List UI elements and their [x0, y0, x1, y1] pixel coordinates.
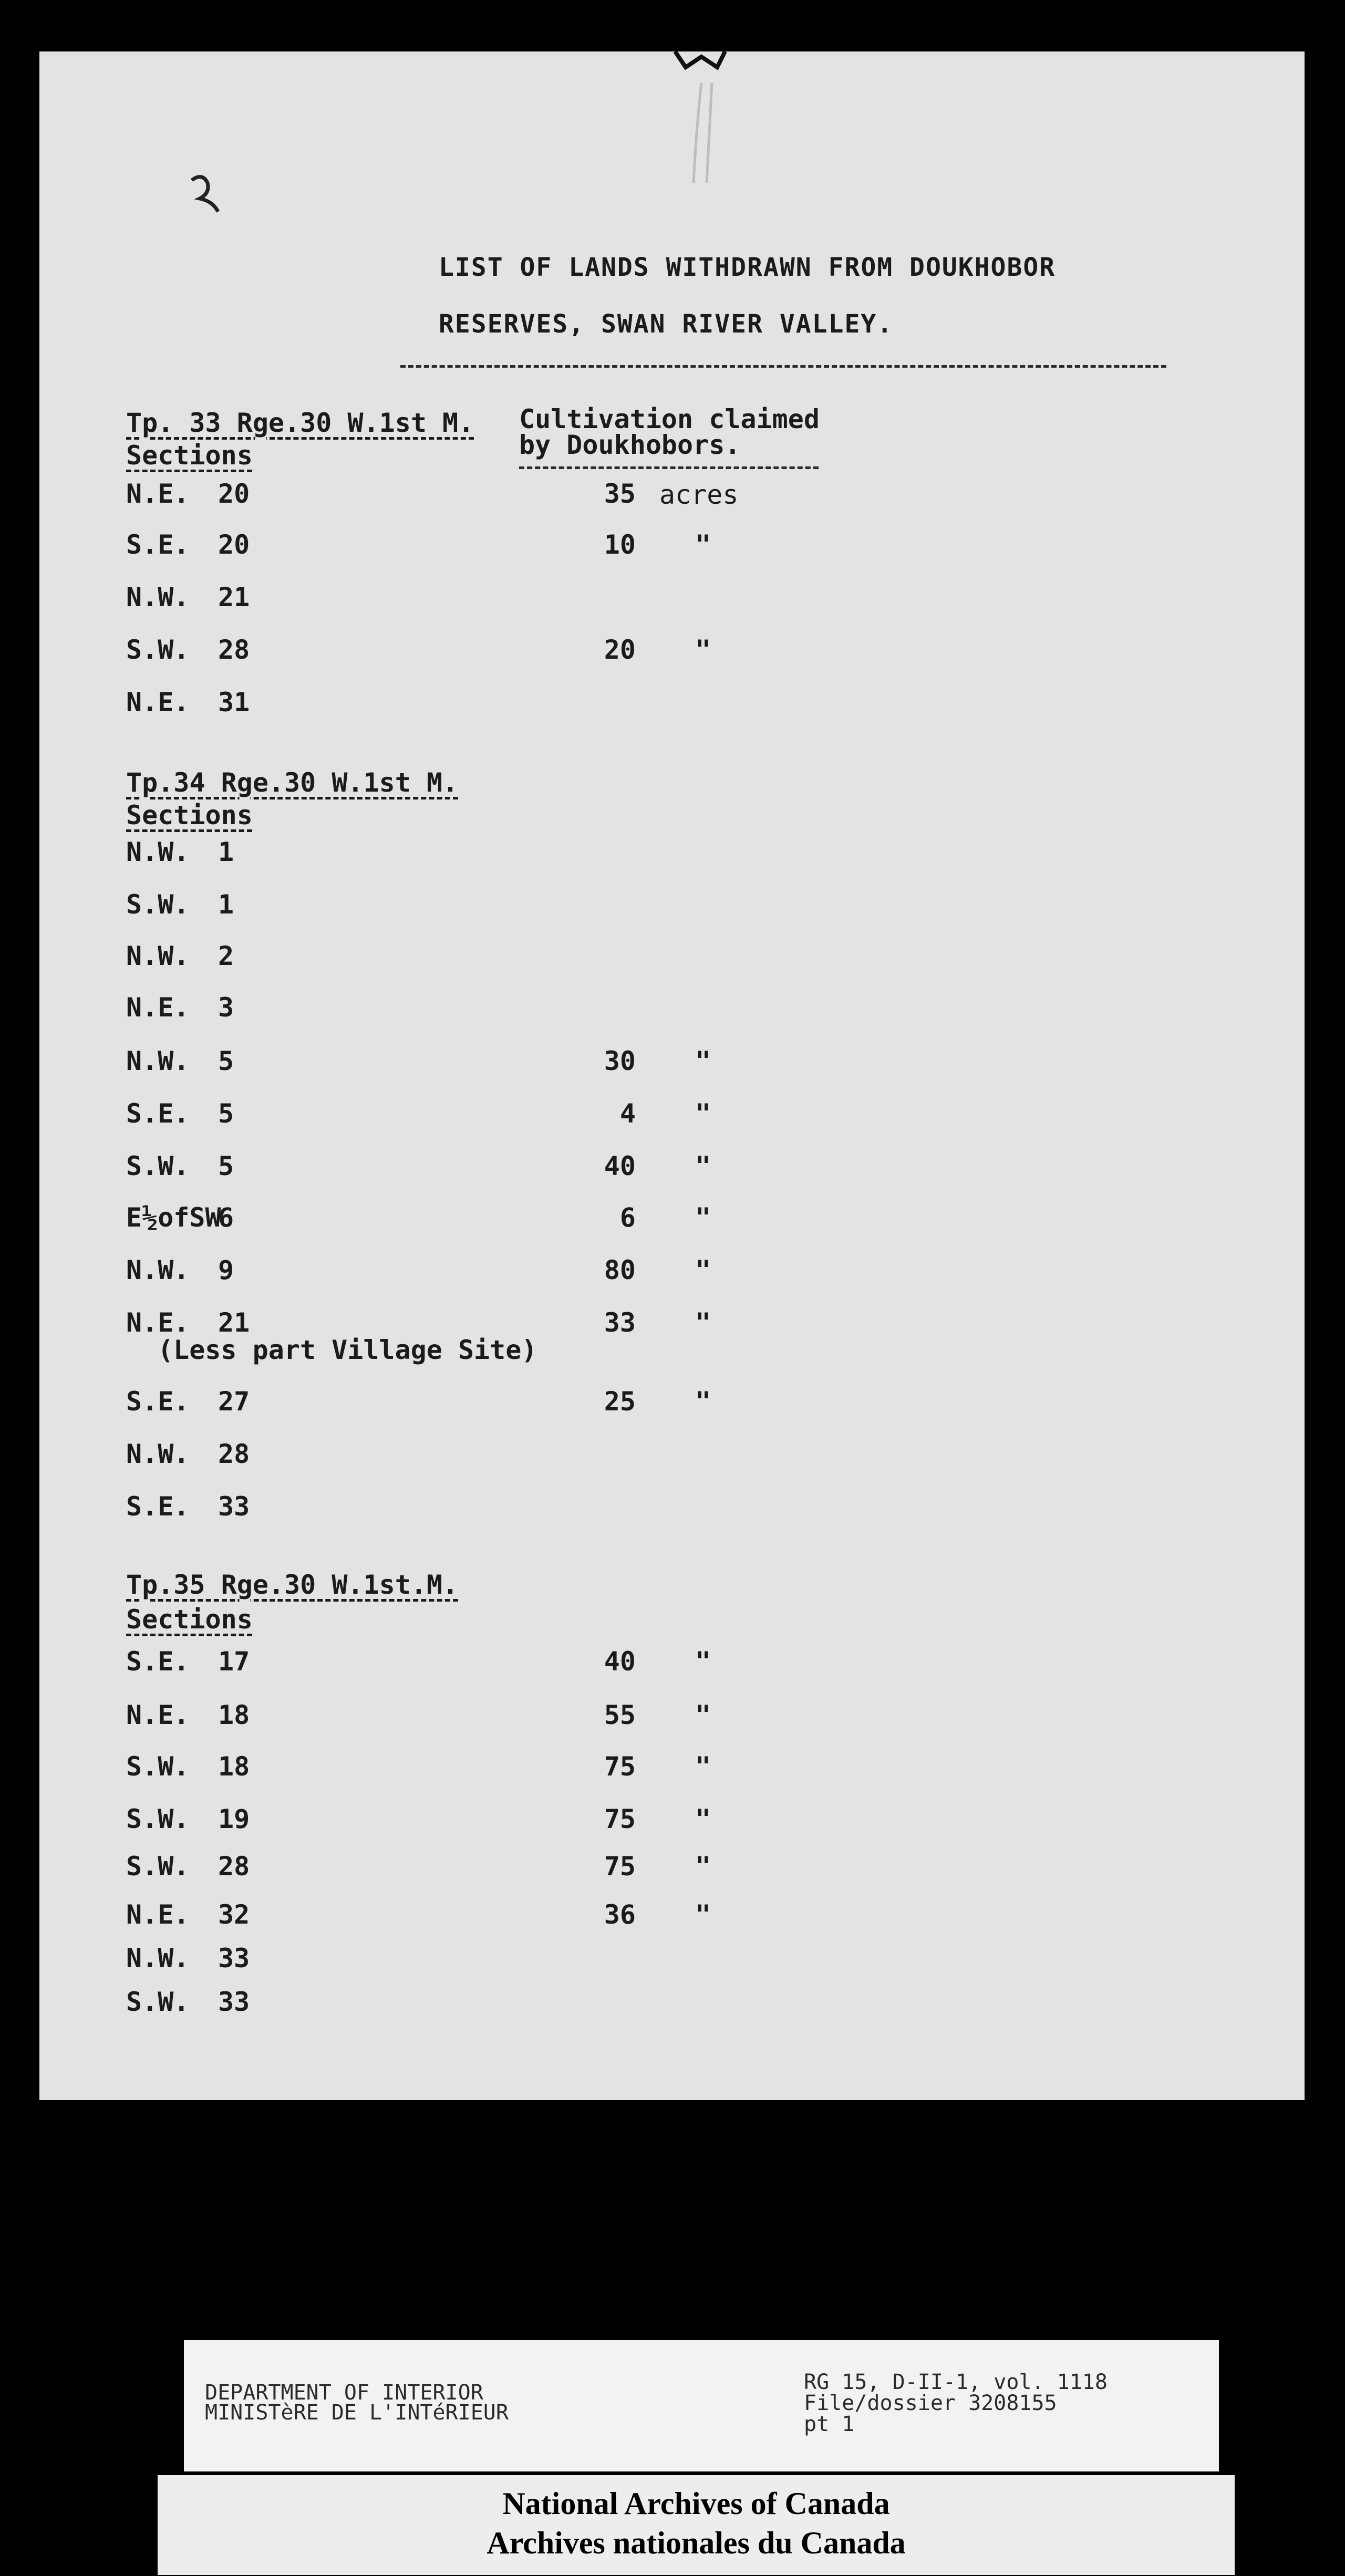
township-heading: Tp.35 Rge.30 W.1st.M.	[126, 1570, 459, 1600]
quarter-label: N.E.	[126, 1899, 190, 1930]
section-number: 5	[218, 1046, 234, 1076]
section-number: 21	[218, 582, 250, 612]
section-number: 1	[218, 889, 234, 920]
quarter-label: N.W.	[126, 1439, 190, 1469]
acres-value: 25	[604, 1386, 636, 1417]
section-number: 33	[218, 1491, 250, 1522]
quarter-label: N.W.	[126, 1255, 190, 1285]
section-number: 3	[218, 992, 234, 1023]
quarter-label: N.W.	[126, 582, 190, 612]
ditto-mark: "	[695, 1098, 711, 1129]
acres-value: 35	[604, 479, 636, 509]
section-number: 2	[218, 941, 234, 971]
section-number: 5	[218, 1098, 234, 1129]
acres-value: 20	[604, 635, 636, 665]
department-english: DEPARTMENT OF INTERIOR	[205, 2381, 483, 2405]
quarter-label: N.E.	[126, 1700, 190, 1730]
sections-label: Sections	[126, 800, 253, 830]
acres-value: 40	[604, 1151, 636, 1181]
ditto-mark: "	[695, 1700, 711, 1730]
department-french: MINISTèRE DE L'INTéRIEUR	[205, 2401, 509, 2425]
section-number: 21	[218, 1307, 250, 1338]
acres-value: 30	[604, 1046, 636, 1076]
ditto-mark: "	[695, 1386, 711, 1417]
township-heading: Tp. 33 Rge.30 W.1st M.	[126, 408, 474, 438]
archive-banner	[158, 2475, 1235, 2575]
acres-value: 75	[604, 1804, 636, 1834]
quarter-label: N.W.	[126, 941, 190, 971]
quarter-label: S.E.	[126, 1491, 190, 1522]
sections-label: Sections	[126, 440, 253, 471]
banner-french: Archives nationales du Canada	[487, 2526, 906, 2560]
section-number: 5	[218, 1151, 234, 1181]
record-group-reference: RG 15, D-II-1, vol. 1118	[804, 2370, 1108, 2394]
acres-value: 10	[604, 529, 636, 560]
section-number: 28	[218, 635, 250, 665]
banner-english: National Archives of Canada	[502, 2486, 890, 2521]
acres-value: 6	[619, 1202, 636, 1233]
title-divider	[400, 365, 1166, 368]
ditto-mark: "	[695, 1046, 711, 1076]
quarter-label: S.E.	[126, 529, 190, 560]
quarter-label: S.E.	[126, 1098, 190, 1129]
column-header: by Doukhobors.	[519, 430, 741, 460]
section-number: 18	[218, 1700, 250, 1730]
acres-value: 40	[604, 1646, 636, 1677]
archival-label-card	[184, 2340, 1219, 2471]
section-number: 19	[218, 1804, 250, 1834]
ditto-mark: "	[695, 1202, 711, 1233]
ditto-mark: "	[695, 1151, 711, 1181]
quarter-label: N.W.	[126, 1046, 190, 1076]
document-title: LIST OF LANDS WITHDRAWN FROM DOUKHOBOR	[439, 253, 1056, 282]
acres-value: 75	[604, 1851, 636, 1882]
ditto-mark: "	[695, 529, 711, 560]
handwritten-mark	[187, 170, 229, 217]
quarter-label: N.W.	[126, 1943, 190, 1973]
section-number: 18	[218, 1751, 250, 1782]
section-number: 28	[218, 1439, 250, 1469]
quarter-label: N.E.	[126, 1307, 190, 1338]
acres-label: acres	[659, 480, 739, 510]
section-number: 20	[218, 479, 250, 509]
township-heading: Tp.34 Rge.30 W.1st M.	[126, 767, 459, 798]
sections-label: Sections	[126, 1604, 253, 1635]
ditto-mark: "	[695, 1851, 711, 1882]
acres-value: 36	[604, 1899, 636, 1930]
section-number: 28	[218, 1851, 250, 1882]
quarter-label: N.E.	[126, 479, 190, 509]
quarter-label: E½ofSW	[126, 1202, 221, 1233]
ditto-mark: "	[695, 1307, 711, 1338]
column-header-underline	[519, 466, 819, 469]
section-number: 1	[218, 837, 234, 867]
section-number: 31	[218, 687, 250, 718]
section-number: 17	[218, 1646, 250, 1677]
quarter-label: N.E.	[126, 687, 190, 718]
quarter-label: S.W.	[126, 889, 190, 920]
column-header: Cultivation claimed	[519, 404, 820, 434]
section-number: 27	[218, 1386, 250, 1417]
quarter-label: S.W.	[126, 635, 190, 665]
document-subtitle: RESERVES, SWAN RIVER VALLEY.	[439, 309, 894, 339]
quarter-label: S.W.	[126, 1151, 190, 1181]
ditto-mark: "	[695, 635, 711, 665]
section-number: 32	[218, 1899, 250, 1930]
quarter-label: N.W.	[126, 837, 190, 867]
acres-value: 55	[604, 1700, 636, 1730]
quarter-label: S.E.	[126, 1646, 190, 1677]
file-reference: File/dossier 3208155	[804, 2391, 1057, 2415]
quarter-label: S.W.	[126, 1987, 190, 2017]
acres-value: 4	[619, 1098, 636, 1129]
part-reference: pt 1	[804, 2412, 855, 2436]
quarter-label: S.W.	[126, 1804, 190, 1834]
village-site-note: (Less part Village Site)	[158, 1335, 537, 1365]
ditto-mark: "	[695, 1804, 711, 1834]
acres-value: 80	[604, 1255, 636, 1285]
section-number: 33	[218, 1943, 250, 1973]
section-number: 33	[218, 1987, 250, 2017]
ditto-mark: "	[695, 1899, 711, 1930]
quarter-label: S.W.	[126, 1751, 190, 1782]
quarter-label: S.W.	[126, 1851, 190, 1882]
quarter-label: S.E.	[126, 1386, 190, 1417]
section-number: 9	[218, 1255, 234, 1285]
section-number: 20	[218, 529, 250, 560]
quarter-label: N.E.	[126, 992, 190, 1023]
acres-value: 75	[604, 1751, 636, 1782]
acres-value: 33	[604, 1307, 636, 1338]
section-number: 6	[218, 1202, 234, 1233]
ditto-mark: "	[695, 1646, 711, 1677]
pencil-mark-top	[644, 51, 780, 209]
ditto-mark: "	[695, 1751, 711, 1782]
ditto-mark: "	[695, 1255, 711, 1285]
